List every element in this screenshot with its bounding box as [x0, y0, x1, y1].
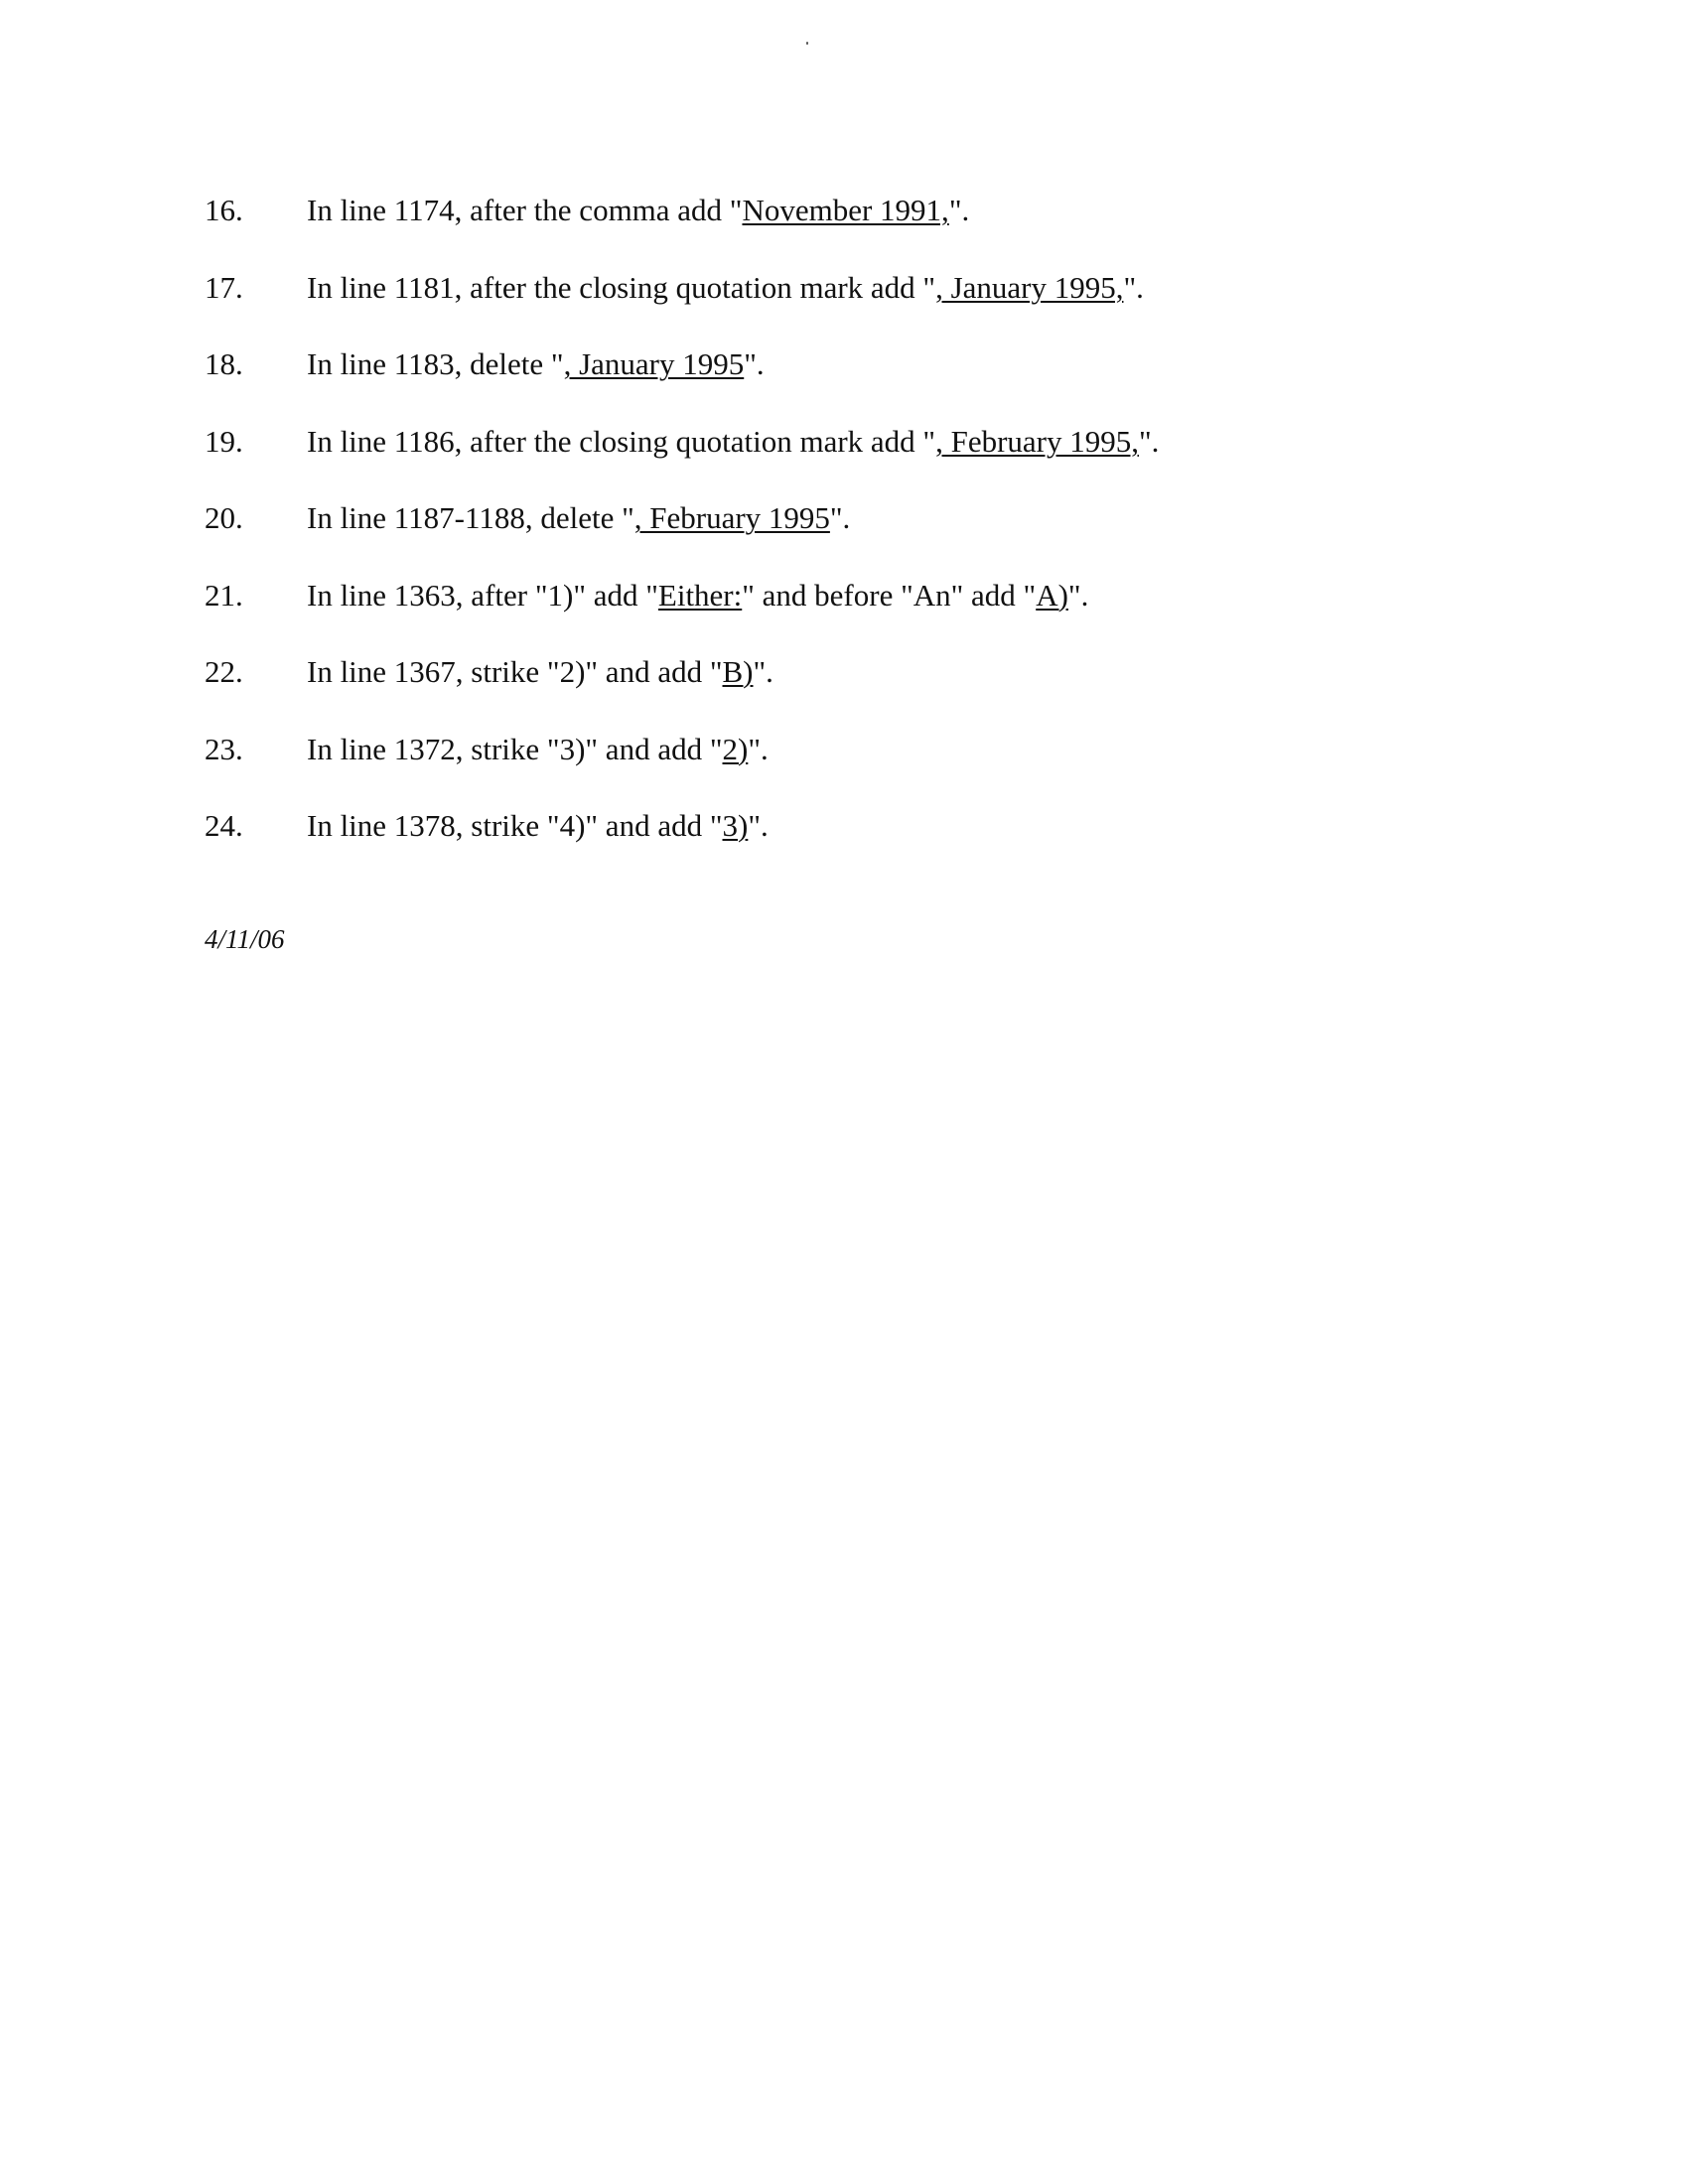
amendment-number: 24. — [205, 808, 243, 843]
inserted-text: B) — [722, 654, 754, 689]
amendment-text — [307, 800, 769, 852]
amendment-number: 23. — [205, 731, 243, 766]
amendment-item — [205, 416, 1575, 493]
inserted-text: Either: — [657, 577, 743, 613]
amendment-text — [307, 570, 1088, 621]
amendment-item — [205, 724, 1575, 801]
amendment-text — [307, 492, 850, 544]
amendment-text — [307, 646, 773, 698]
amendment-text-part: In line 1372, strike "3)" and add " — [307, 731, 723, 766]
amendment-number: 21. — [205, 577, 243, 613]
amendment-number: 17. — [205, 269, 243, 305]
amendment-item — [205, 570, 1575, 647]
amendment-item — [205, 262, 1575, 340]
amendment-text — [307, 185, 969, 236]
amendment-text-part: ". — [948, 193, 970, 227]
amendment-text-part: ". — [753, 654, 773, 689]
amendment-text-part: In line 1363, after "1)" add " — [307, 577, 658, 613]
amendment-item — [205, 185, 1575, 262]
amendment-text-part: " and before "An" add " — [742, 577, 1037, 613]
amendment-item — [205, 492, 1575, 570]
amendment-number: 18. — [205, 346, 243, 381]
scan-speck — [806, 42, 808, 45]
amendment-text-part: In line 1183, delete " — [307, 346, 564, 381]
amendment-text-part: ". — [1123, 269, 1144, 305]
amendment-text-part: ". — [1138, 423, 1160, 459]
amendment-item — [205, 646, 1575, 724]
amendment-text-part: In line 1187-1188, delete " — [307, 500, 634, 535]
amendment-item — [205, 339, 1575, 416]
amendment-text — [307, 416, 1159, 468]
amendment-text — [307, 724, 769, 775]
inserted-text: , January 1995, — [935, 269, 1124, 305]
amendment-text-part: ". — [829, 500, 851, 535]
amendment-number: 20. — [205, 500, 243, 535]
amendment-text — [307, 339, 765, 390]
inserted-text: , February 1995, — [935, 423, 1139, 459]
amendment-list — [205, 185, 1575, 878]
amendment-text-part: In line 1181, after the closing quotation mark add " — [307, 269, 936, 305]
deleted-text: , January 1995 — [563, 346, 745, 381]
inserted-text: 3) — [722, 808, 749, 843]
inserted-text: 2) — [722, 731, 749, 766]
amendment-text-part: In line 1174, after the comma add " — [307, 193, 743, 227]
document-date: 4/11/06 — [205, 924, 285, 954]
amendment-number: 16. — [205, 193, 243, 227]
amendment-text-part: ". — [1067, 577, 1089, 613]
amendment-text-part: ". — [744, 346, 765, 381]
amendment-text-part: In line 1186, after the closing quotation mark add " — [307, 423, 936, 459]
amendment-text-part: ". — [748, 808, 769, 843]
amendment-item — [205, 800, 1575, 878]
amendment-text-part: ". — [748, 731, 769, 766]
amendment-number: 22. — [205, 654, 243, 689]
amendment-text-part: In line 1378, strike "4)" and add " — [307, 808, 723, 843]
amendment-text — [307, 262, 1144, 314]
amendment-text-part: In line 1367, strike "2)" and add " — [307, 654, 723, 689]
inserted-text: November 1991, — [742, 193, 949, 227]
deleted-text: , February 1995 — [633, 500, 830, 535]
amendment-number: 19. — [205, 423, 243, 459]
inserted-text: A) — [1036, 577, 1068, 613]
